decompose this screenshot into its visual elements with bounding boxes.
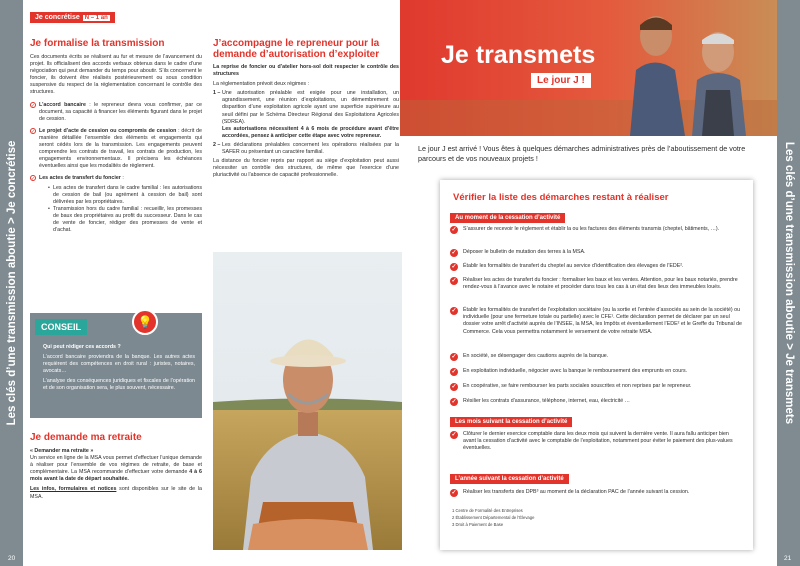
check-icon: ✓ (451, 250, 457, 256)
retraite-text (30, 455, 202, 483)
checklist-item (450, 383, 742, 390)
accompagne-outro: La distance du foncier repris par rapport au siège d’exploitation peut aussi nécessiter un contrôle des structures, de même que l’exercice d’une pluriactivité ou l’absence de capacité professionnelle. (213, 158, 399, 179)
conseil-label: CONSEIL (35, 319, 87, 335)
retraite-text-b: sont disponibles sur le site de la MSA. (30, 486, 202, 500)
page-number-right: 21 (784, 555, 792, 562)
checklist-item (450, 277, 742, 291)
conseil-box (30, 313, 202, 418)
formalise-title: Je formalise la transmission (30, 38, 165, 49)
accompagne-title: J’accompagne le repreneur pour la demande d’autorisation d’exploiter (213, 38, 380, 60)
check-icon: ✓ (451, 432, 457, 438)
checklist-item (450, 307, 742, 336)
lead-paragraph: Le jour J est arrivé ! Vous êtes à quelques démarches administratives près de l’aboutissement de votre parcours et de vos nouveaux projets ! (418, 144, 746, 163)
right-spine-title: Les clés d’une transmission aboutie > Je transmets (782, 141, 795, 425)
checklist-item (450, 398, 742, 405)
actes-foncier (30, 175, 202, 234)
checklist-item-text: Établir les formalités de transfert de l’exploitation sociétaire (ou la sortie et l’entrée d’associés au sein de la société) ou individuelle (pour une fermeture totale ou partielle) avec le CFE¹. Cette déclaration permet de déclarer par un seul dossier votre arrêt d’activité auprès de l’INSEE, la MSA, les Impôts et éventuellement l’EDE² et le Greffe du Tribunal de Commerce. Cela vous permettra notamment le versement de votre retraite MSA. (463, 307, 743, 335)
formalise-intro: Ces documents écrits se réalisent au fur et mesure de l’avancement du projet. Ils officialisent des accords verbaux obtenus dans le cadre d’une négociation qui peut demander du temps pour aboutir. S’ils concernent le foncier, ils doivent être réalisés postérieurement ou sous condition suspensive du respect de la réglementation concernant le contrôle des structures. (30, 54, 202, 96)
left-spine (0, 0, 23, 566)
accompagne-subtitle: La reprise de foncier ou d’atelier hors-sol doit respecter le contrôle des structures (213, 64, 399, 78)
checklist-item-text: Résilier les contrats d’assurance, téléphone, internet, eau, électricité … (463, 398, 630, 404)
checklist-item (450, 431, 742, 453)
actes-list (48, 185, 202, 235)
farmer-photo (213, 252, 402, 550)
regime-1 (213, 90, 399, 140)
checklist-item-text: Déposer le bulletin de mutation des terres à la MSA. (463, 249, 586, 255)
retraite-section (30, 432, 202, 501)
land-icon: ✓ (31, 176, 36, 183)
check-icon: ✓ (451, 278, 457, 284)
checklist-item (450, 249, 742, 256)
formalise-section (30, 38, 202, 234)
regime-2-text: Les déclarations préalables concernent les opérations réalisées par la SAFER ou présentant un caractère familial. (222, 141, 399, 156)
section-annee-suivante: L’année suivant la cessation d’activité (450, 474, 569, 484)
list-item: • Transmission hors du cadre familial : recueillir, les promesses de baux des propriétaires au profit du successeur. Dans le cas de vente de foncier, rédiger des promesses de vente et d’achat. (48, 206, 202, 234)
lightbulb-icon: 💡 (132, 309, 158, 335)
section-cessation: Au moment de la cessation d’activité (450, 213, 565, 223)
rubric-tag: N – 1 an (84, 15, 108, 21)
regime-2 (213, 142, 399, 156)
conseil-p1: L’accord bancaire proviendra de la banque. Les autres actes requièrent des compétences en droit rural : juristes, notaires, avocats… (43, 354, 195, 374)
page-number-left: 20 (8, 555, 16, 562)
checklist-item-text: Réaliser les actes de transfert du foncier : formaliser les baux et les ventes. Attention, pour les baux notariés, prendre rendez-vous à l’avance avec le notaire et procéder dans tous les cas à un état des lieux des immeubles loués. (463, 277, 738, 291)
projet-acte (30, 128, 202, 171)
hero-tag: Le jour J ! (531, 73, 591, 88)
retraite-text-a: Un service en ligne de la MSA vous permet d’effectuer l’unique demande à réaliser pour l’ensemble de vos régimes de retraite, de base et complémentaire. La MSA recommande d’effectuer votre demande (30, 455, 202, 476)
checklist-item (450, 368, 742, 375)
accord-label: L’accord bancaire (39, 101, 86, 108)
list-item: • Les actes de transfert dans le cadre familial : les autorisations de cession de bail (ou agrément à cession de bail) sont délivrées par les propriétaires. (48, 185, 202, 206)
regime-2-num: 2 – (213, 141, 221, 148)
actes-suffix: : (120, 175, 124, 182)
checklist-item-text: En coopérative, se faire rembourser les parts sociales souscrites et non reprises par le repreneur. (463, 383, 692, 389)
checklist-item (450, 263, 742, 270)
farmer-illustration (213, 252, 402, 550)
section-mois-suivant: Les mois suivant la cessation d’activité (450, 417, 572, 427)
checklist-item (450, 353, 742, 360)
regime-1-num: 1 – (213, 90, 221, 97)
footnote: 2 Établissement Départemental de l’Élevage (452, 515, 535, 520)
accord-bancaire (30, 102, 202, 123)
actes-label: Les actes de transfert du foncier (39, 175, 121, 182)
accompagne-section (213, 38, 399, 179)
section-rubric (30, 12, 115, 23)
checklist-item-text: Établir les formalités de transfert du cheptel au service d’identification des élevages de l’EDE². (463, 263, 684, 269)
checklist-item-text: En exploitation individuelle, négocier avec la banque le remboursement des emprunts en cours. (463, 368, 688, 374)
check-icon: ✓ (451, 227, 457, 233)
accompagne-intro: La réglementation prévoit deux régimes : (213, 81, 309, 88)
checklist-item-text: S’assurer de recevoir le règlement et établir la ou les factures des éléments transmis (cheptel, bâtiments, …). (463, 226, 720, 232)
hero-title: Je transmets (441, 41, 596, 69)
check-icon: ✓ (451, 399, 457, 405)
handshake-icon: ✓ (31, 102, 36, 109)
left-spine-title: Les clés d’une transmission aboutie > Je concrétise (5, 140, 18, 426)
checklist-item-text: Clôturer le dernier exercice comptable dans les deux mois qui suivent la dernière vente. Il aura fallu anticiper bien avant la cessation d’activité avec le comptable de l’exploitation, notamment pour éviter le paiement des plus-values éventuelles. (463, 431, 733, 452)
retraite-links (30, 486, 202, 500)
check-icon: ✓ (451, 384, 457, 390)
check-icon: ✓ (451, 369, 457, 375)
conseil-p2: L’analyse des conséquences juridiques et fiscales de l’opération et de son organisation sera, le plus souvent, nécessaire. (43, 378, 195, 391)
check-icon: ✓ (451, 264, 457, 270)
rubric-label: Je concrétise (35, 14, 80, 21)
regime-1-bold: Les autorisations nécessitent 4 à 6 mois de procédure avant d’être accordées, pensez à anticiper cette étape avec votre repreneur. (222, 125, 399, 139)
checklist-title: Vérifier la liste des démarches restant à réaliser (453, 192, 669, 203)
check-icon: ✓ (451, 308, 457, 314)
check-icon: ✓ (451, 354, 457, 360)
footnote: 1 Centre de Formalité des Entreprises (452, 508, 523, 513)
projet-label: Le projet d’acte de cession ou compromis de cession (39, 127, 177, 134)
projet-text: : décrit de manière détaillée l’ensemble des éléments et engagements qui seront cédés lors de la transmission. Les engagements peuvent comprendre les contrats de travail, les contrats de production, les engagements environnementaux. Il précisera les échéances éventuelles ainsi que les modalités de règlement. (39, 127, 202, 170)
checklist-box (440, 180, 753, 550)
retraite-bold: 4 à 6 mois avant la date de départ souhaitée. (30, 469, 202, 483)
accord-text: : le repreneur devra vous confirmer, par ce document, sa capacité à financer les éléments figurant dans le projet de cession. (39, 101, 203, 122)
regime-1-text: Une autorisation préalable est exigée pour une installation, un agrandissement, une réunion d’exploitations, un démembrement ou disparition d’une exploitation agricole ayant une superficie supérieure au seuil défini par le Schéma Directeur Régional des Exploitations Agricoles (SDREA). (222, 90, 399, 125)
document-icon: ✓ (31, 128, 36, 135)
retraite-title: Je demande ma retraite (30, 432, 142, 443)
check-icon: ✓ (451, 490, 457, 496)
msa-info-link[interactable]: Les infos, formulaires et notices (30, 486, 117, 493)
footnote: 3 Droit à Paiement de Base (452, 522, 504, 527)
checklist-item-text: Réaliser les transferts des DPB³ au moment de la déclaration PAC de l’année suivant la cession. (463, 489, 690, 495)
right-spine (777, 0, 800, 566)
checklist-item (450, 226, 742, 233)
conseil-question: Qui peut rédiger ces accords ? (43, 344, 121, 350)
retraite-quote: « Demander ma retraite » (30, 448, 94, 454)
checklist-item (450, 489, 742, 496)
checklist-item-text: En société, se désengager des cautions auprès de la banque. (463, 353, 609, 359)
